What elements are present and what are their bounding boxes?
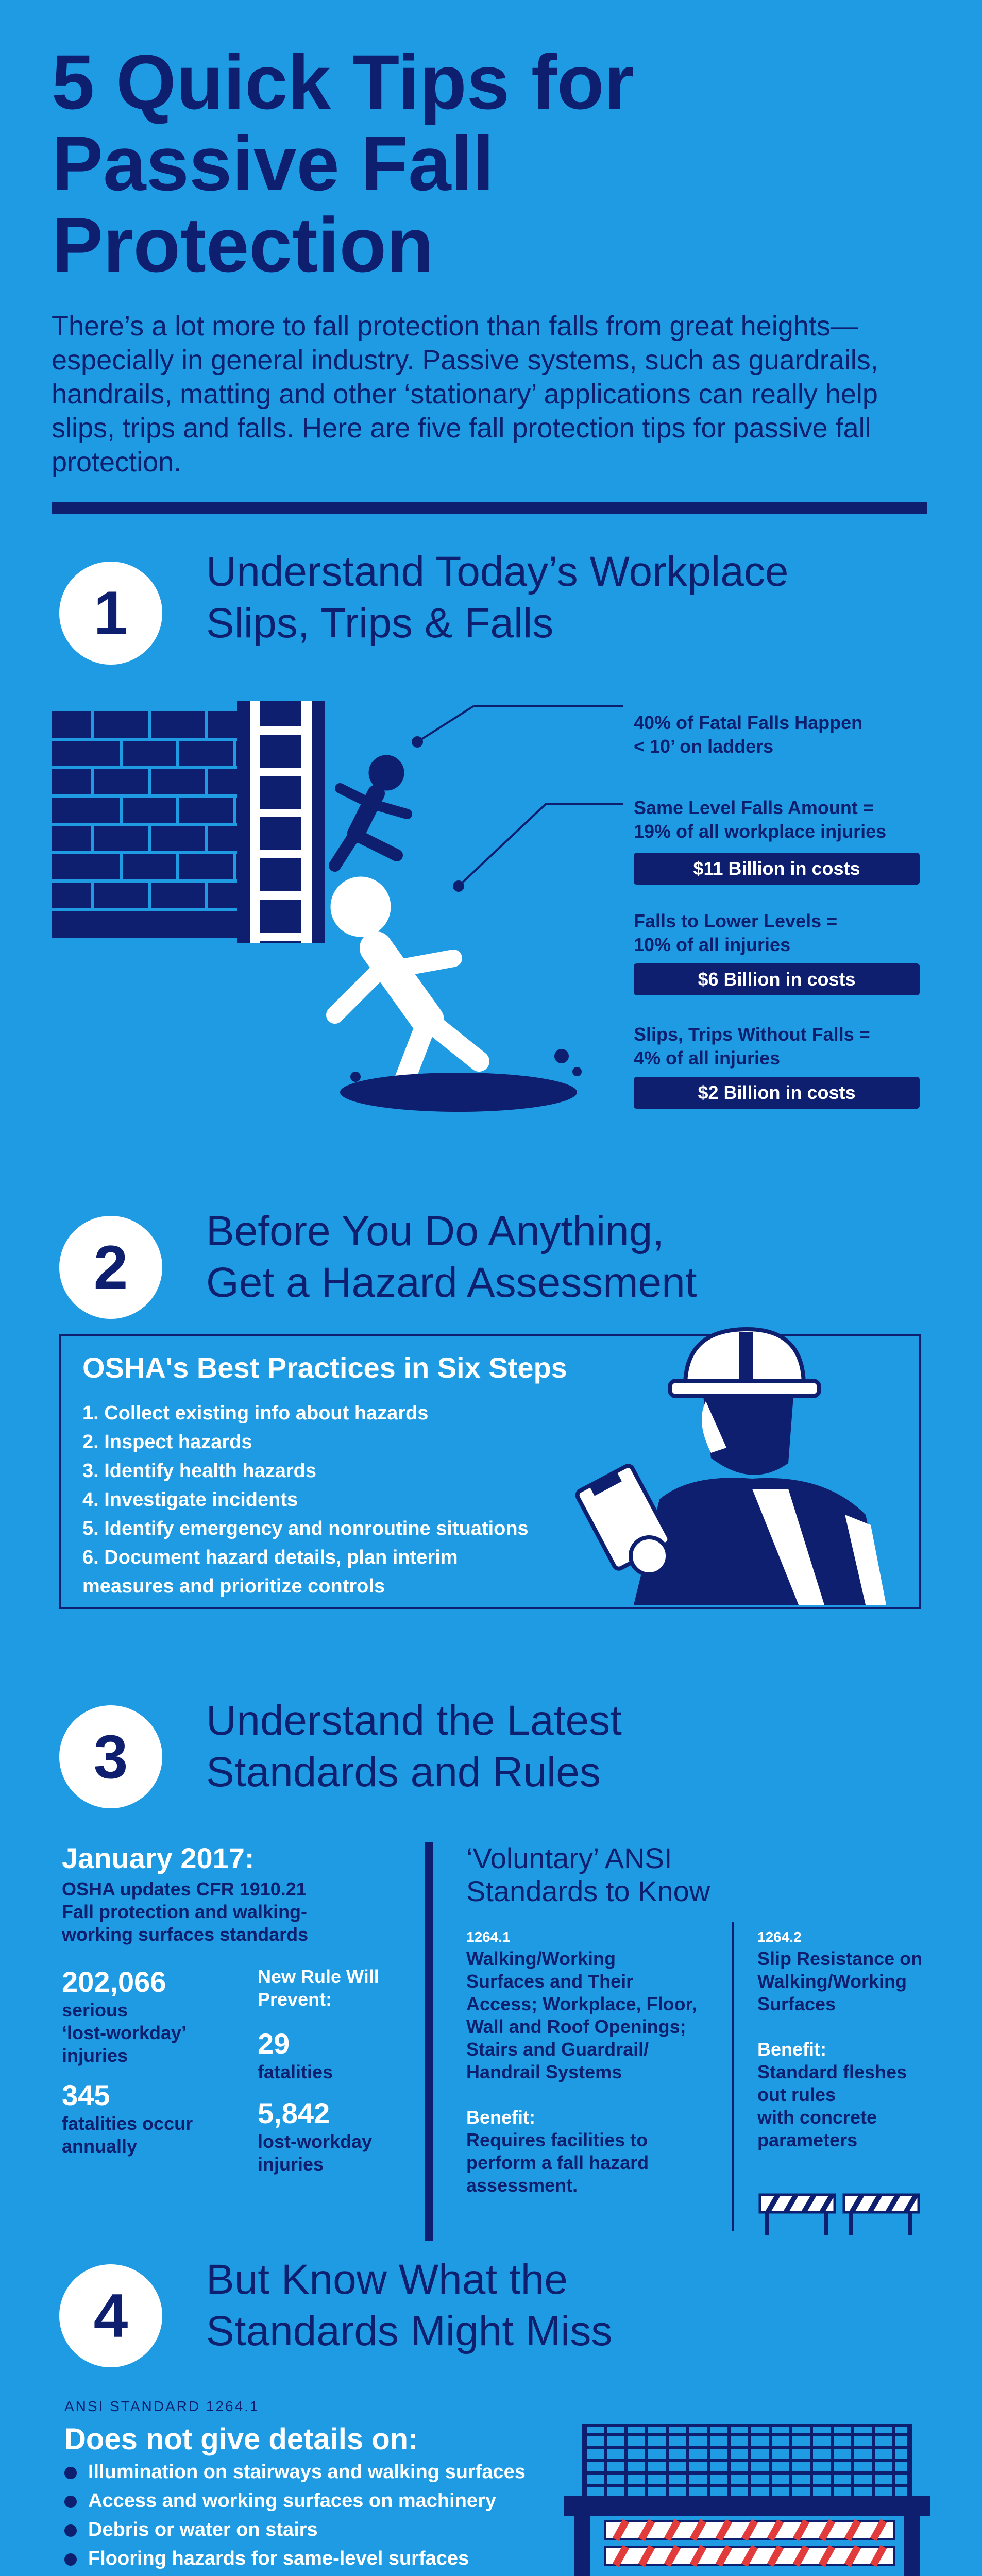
std2-benefit-label: Benefit: <box>757 2039 826 2060</box>
tip-4-title <box>206 2254 953 2357</box>
january-sub-line1: OSHA updates CFR 1910.21 <box>62 1878 307 1900</box>
tip-2-title-line1: Before You Do Anything, <box>206 1208 665 1255</box>
tip-2-title-line2: Get a Hazard Assessment <box>206 1259 697 1306</box>
cost-badge-2b: $2 Billion in costs <box>634 1077 920 1109</box>
miss-item-1: Illumination on stairways and walking surfaces <box>64 2458 580 2486</box>
std2-code: 1264.2 <box>757 1929 802 1945</box>
prevent-b-line2: injuries <box>258 2154 324 2175</box>
stat-without-falls-line2: 4% of all injuries <box>634 1047 781 1069</box>
stat-lower-levels-line2: 10% of all injuries <box>634 934 791 955</box>
stat-a-line2: ‘lost-workday’ <box>62 2022 187 2043</box>
step-5: 5. Identify emergency and nonroutine situations <box>82 1518 529 1539</box>
tip-3-title-line1: Understand the Latest <box>206 1697 622 1744</box>
inspector-person-icon <box>575 1396 886 1605</box>
std2-line2: Walking/Working <box>757 1971 907 1992</box>
header-divider <box>52 502 927 514</box>
barricades-icon <box>757 2190 922 2236</box>
std1-benefit-label: Benefit: <box>466 2107 535 2128</box>
tip-2-badge: 2 <box>59 1216 162 1319</box>
page-title: 5 Quick Tips for Passive Fall Protection <box>52 39 634 288</box>
tip-1-title-line1: Understand Today’s Workplace <box>206 548 789 595</box>
warning-stripe-lower <box>605 2547 894 2565</box>
std1-line3: Access; Workplace, Floor, <box>466 1993 697 2014</box>
cost-badge-11b: $11 Billion in costs <box>634 853 920 885</box>
miss-item-5 <box>64 2573 580 2576</box>
prevent-fatalities-number: 29 <box>258 2027 290 2060</box>
tip-3-title <box>206 1695 953 1798</box>
tip-4-badge: 4 <box>59 2264 162 2367</box>
stat-fatal-falls <box>634 711 953 758</box>
stat-without-falls-line1: Slips, Trips Without Falls = <box>634 1024 870 1045</box>
warning-stripe-upper <box>605 2521 894 2539</box>
prevent-injuries-label <box>258 2130 428 2176</box>
miss-item-3: Debris or water on stairs <box>64 2515 580 2544</box>
tip-1-title <box>206 546 953 649</box>
stat-same-level <box>634 796 953 843</box>
guardrail-scaffold-illustration <box>564 2424 930 2576</box>
ansi-1264-1 <box>466 1927 744 2197</box>
std1-benefit-line2: perform a fall hazard <box>466 2152 649 2173</box>
falling-person-small-icon <box>335 755 407 866</box>
stat-same-level-line1: Same Level Falls Amount = <box>634 797 874 818</box>
stat-fatal-falls-line1: 40% of Fatal Falls Happen <box>634 712 863 733</box>
stat-b-line2: annually <box>62 2136 138 2157</box>
prevent-injuries-number: 5,842 <box>258 2097 330 2129</box>
std2-benefit-line3: with concrete <box>757 2107 877 2128</box>
ansi-1264-2 <box>757 1927 963 2151</box>
fall-illustration <box>46 701 634 1113</box>
std2-line3: Surfaces <box>757 1993 836 2014</box>
does-not-give-heading: Does not give details on: <box>64 2422 418 2456</box>
std1-line1: Walking/Working <box>466 1948 616 1969</box>
callout-lines <box>413 706 623 891</box>
stat-fatalities-number: 345 <box>62 2079 110 2111</box>
january-sub-line3: working surfaces standards <box>62 1924 309 1945</box>
stat-lower-levels-line1: Falls to Lower Levels = <box>634 910 838 931</box>
stat-lower-levels <box>634 909 953 957</box>
january-2017-heading: January 2017: <box>62 1842 255 1874</box>
stat-fatalities-label <box>62 2112 232 2158</box>
std1-code: 1264.1 <box>466 1929 511 1945</box>
prevent-b-line1: lost-workday <box>258 2131 373 2152</box>
tip-1-badge: 1 <box>59 562 162 665</box>
tip-3-vertical-divider <box>425 1842 433 2241</box>
stat-lost-workday-number: 202,066 <box>62 1965 166 1998</box>
std2-benefit-line2: out rules <box>757 2084 836 2105</box>
miss-item-4: Flooring hazards for same-level surfaces <box>64 2544 580 2573</box>
ladder-icon <box>237 701 325 943</box>
std1-line5: Stairs and Guardrail/ <box>466 2039 649 2060</box>
step-4: 4. Investigate incidents <box>82 1489 298 1511</box>
std1-line6: Handrail Systems <box>466 2061 622 2082</box>
prevent-line2: Prevent: <box>258 1989 332 2010</box>
std2-benefit-line4: parameters <box>757 2129 858 2150</box>
falling-person-large-icon <box>331 877 479 1087</box>
std1-benefit-line1: Requires facilities to <box>466 2129 648 2150</box>
tip-3-title-line2: Standards and Rules <box>206 1749 601 1795</box>
std1-line4: Wall and Roof Openings; <box>466 2016 686 2037</box>
intro-paragraph: There’s a lot more to fall protection than falls from great heights—especially in general industry. Passive systems, such as guardrails, handrails, matting and other ‘stationary’ applications can really help slips, trips and falls. Here are five fall protection tips for passive fall protection. <box>52 311 878 478</box>
tip-3-badge: 3 <box>59 1705 162 1808</box>
step-6: 6. Document hazard details, plan interim <box>82 1547 458 1568</box>
january-2017-sub <box>62 1878 433 1946</box>
mesh-panel <box>585 2424 909 2496</box>
cost-badge-6b: $6 Billion in costs <box>634 963 920 995</box>
ansi-title-line1: ‘Voluntary’ ANSI <box>466 1842 672 1874</box>
stat-same-level-line2: 19% of all workplace injuries <box>634 821 887 842</box>
tip-4-title-line2: Standards Might Miss <box>206 2308 613 2354</box>
ansi-standard-label: ANSI STANDARD 1264.1 <box>64 2398 260 2414</box>
stat-lost-workday-label <box>62 1999 232 2067</box>
stat-fatal-falls-line2: < 10’ on ladders <box>634 736 774 757</box>
standards-miss-list <box>64 2458 580 2576</box>
ansi-heading <box>466 1842 930 1908</box>
stat-a-line3: injuries <box>62 2045 128 2066</box>
miss-item-2: Access and working surfaces on machinery <box>64 2486 580 2515</box>
stat-without-falls <box>634 1023 953 1070</box>
new-rule-heading <box>258 1965 428 2011</box>
best-practices-title: OSHA's Best Practices in Six Steps <box>82 1351 567 1384</box>
best-practices-list <box>82 1399 598 1601</box>
std1-benefit-line3: assessment. <box>466 2175 578 2196</box>
tip-1-title-line2: Slips, Trips & Falls <box>206 600 554 647</box>
std1-line2: Surfaces and Their <box>466 1971 634 1992</box>
stat-b-line1: fatalities occur <box>62 2113 193 2134</box>
hard-hat-icon <box>670 1329 819 1396</box>
std2-benefit-line1: Standard fleshes <box>757 2061 907 2082</box>
step-6-cont: measures and prioritize controls <box>82 1575 385 1597</box>
january-sub-line2: Fall protection and walking- <box>62 1901 308 1922</box>
step-2: 2. Inspect hazards <box>82 1431 252 1453</box>
step-1: 1. Collect existing info about hazards <box>82 1402 429 1424</box>
stat-a-line1: serious <box>62 1999 128 2021</box>
tip-2-title <box>206 1206 953 1309</box>
prevent-fatalities-label: fatalities <box>258 2061 333 2082</box>
inspector-illustration <box>556 1319 907 1605</box>
prevent-line1: New Rule Will <box>258 1966 379 1987</box>
ansi-title-line2: Standards to Know <box>466 1875 710 1907</box>
std2-line1: Slip Resistance on <box>757 1948 923 1969</box>
step-3: 3. Identify health hazards <box>82 1460 316 1482</box>
tip-4-title-line1: But Know What the <box>206 2256 568 2303</box>
ansi-divider <box>732 1922 734 2231</box>
